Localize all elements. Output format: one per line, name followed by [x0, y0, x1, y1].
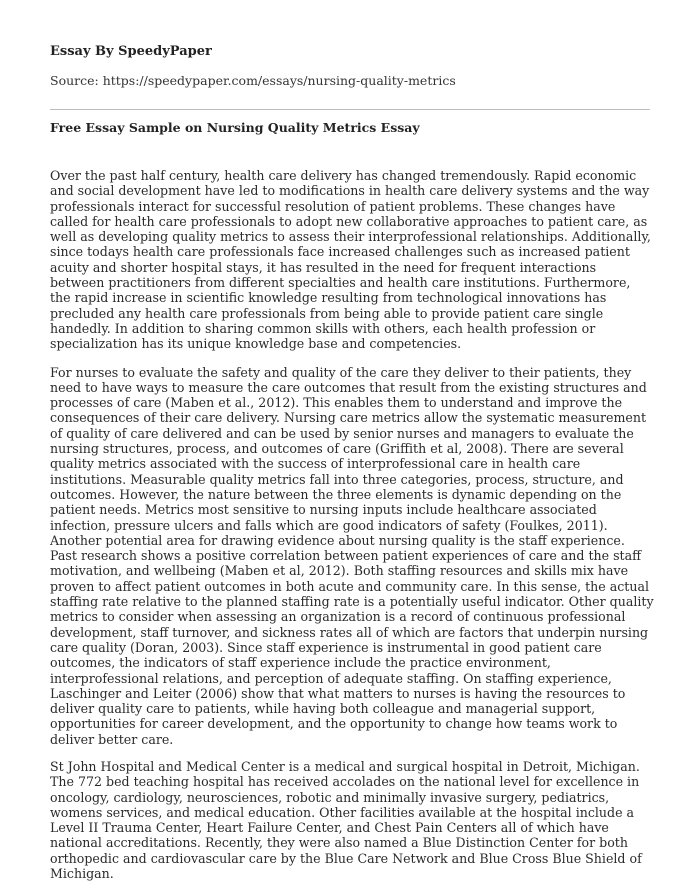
- essay-paragraph-2: For nurses to evaluate the safety and quality of the care they deliver to their patients, they need to have ways to measure the care outcomes that result from the existing structures and processes of care (Maben et al., 2012). This enables them to understand and improve the consequences of their care delivery. Nursing care metrics allow the systematic measurement of quality of care delivered and can be used by senior nurses and managers to evaluate the nursing structures, process, and outcomes of care (Griffith et al, 2008). There are several quality metrics associated with the success of interprofessional care in health care institutions. Measurable quality metrics fall into three categories, process, structure, and outcomes. However, the nature between the three elements is dynamic depending on the patient needs. Metrics most sensitive to nursing inputs include healthcare associated infection, pressure ulcers and falls which are good indicators of safety (Foulkes, 2011). Another potential area for drawing evidence about nursing quality is the staff experience. Past research shows a positive correlation between patient experiences of care and the staff motivation, and wellbeing (Maben et al, 2012). Both staffing resources and skills mix have proven to affect patient outcomes in both acute and community care. In this sense, the actual staffing rate relative to the planned staffing rate is a potentially useful indicator. Other quality metrics to consider when assessing an organization is a record of continuous professional development, staff turnover, and sickness rates all of which are factors that underpin nursing care quality (Doran, 2003). Since staff experience is instrumental in good patient care outcomes, the indicators of staff experience include the practice environment, interprofessional relations, and perception of adequate staffing. On staffing experience, Laschinger and Leiter (2006) show that what matters to nurses is having the resources to deliver quality care to patients, while having both colleague and managerial support, opportunities for career development, and the opportunity to change how teams work to deliver better care.: [50, 364, 654, 747]
- essay-body: [50, 168, 654, 893]
- essay-paragraph-3: St John Hospital and Medical Center is a medical and surgical hospital in Detroit, Michigan. The 772 bed teaching hospital has received accolades on the national level for excellence in oncology, cardiology, neurosciences, robotic and minimally invasive surgery, pediatrics, womens services, and medical education. Other facilities available at the hospital include a Level II Trauma Center, Heart Failure Center, and Chest Pain Centers all of which have national accreditations. Recently, they were also named a Blue Distinction Center for both orthopedic and cardiovascular care by the Blue Care Network and Blue Cross Blue Shield of Michigan.: [50, 758, 642, 882]
- source-line: Source: https://speedypaper.com/essays/nursing-quality-metrics: [50, 73, 456, 88]
- essay-paragraph-1: Over the past half century, health care delivery has changed tremendously. Rapid economic and social development have led to modifications in health care delivery systems and the way professionals interact for successful resolution of patient problems. These changes have called for health care professionals to adopt new collaborative approaches to patient care, as well as developing quality metrics to assess their interprofessional relationships. Additionally, since todays health care professionals face increased challenges such as increased patient acuity and shorter hospital stays, it has resulted in the need for frequent interactions between practitioners from different specialties and health care institutions. Furthermore, the rapid increase in scientific knowledge resulting from technological innovations has precluded any health care professionals from being able to provide patient care single handedly. In addition to sharing common skills with others, each health profession or specialization has its unique knowledge base and competencies.: [50, 168, 651, 352]
- brand-title: Essay By SpeedyPaper: [50, 44, 212, 59]
- header-divider: [50, 109, 650, 110]
- essay-title: Free Essay Sample on Nursing Quality Metrics Essay: [50, 120, 420, 135]
